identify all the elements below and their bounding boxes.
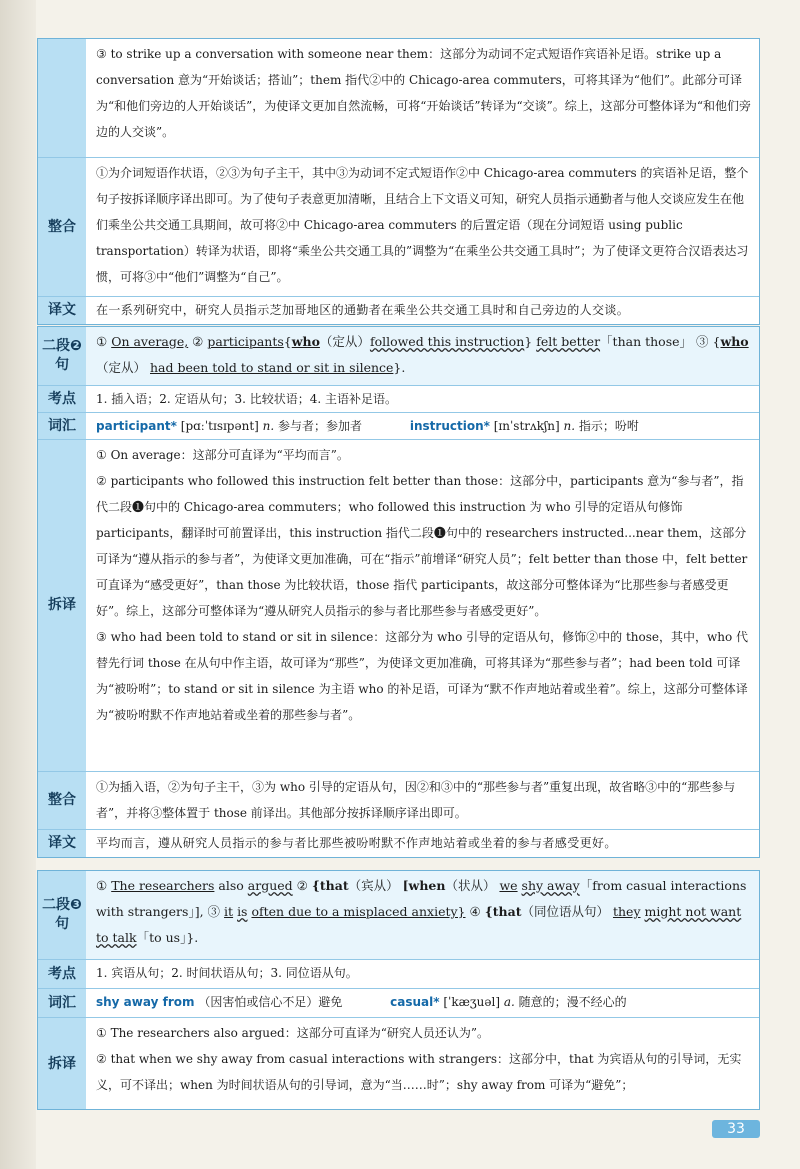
clause-number: ① xyxy=(96,334,108,349)
clause-number: ③ xyxy=(696,334,709,349)
clause-conjunction: {that xyxy=(311,878,349,893)
integrate-text: ①为介词短语作状语，②③为句子主干，其中③为动词不定式短语作②中 Chicago-area commuters 的宾语补足语，整个句子按拆译顺序译出即可。为了使句子表意更加清晰，且结合上下文语义可知，研究人员指示通勤者与他人交谈应发生在他们乘坐公共交通工具期间，故可将②中 Chicago-area commuters 的后置定语（现在分词短语 using public transportation）转译为状语，即将“乘坐公共交通工具的”调整为“在乘坐公共交通工具时”；为了使译文更符合汉语表达习惯，可将③中“他们”调整为“自己”。 xyxy=(96,166,749,284)
analysis-row xyxy=(38,1017,759,1110)
clause-predicate: had been told to stand or sit in silence xyxy=(150,360,394,375)
analysis-text xyxy=(86,1018,759,1110)
analysis-label: 拆译 xyxy=(38,440,86,771)
clause-number: ② xyxy=(192,334,204,349)
translation-text: 在一系列研究中，研究人员指示芝加哥地区的通勤者在乘坐公共交通工具时和自己旁边的人交谈。 xyxy=(96,303,630,317)
integrate-label: 整合 xyxy=(38,158,86,296)
clause-text: often due to a misplaced anxiety} xyxy=(251,904,466,919)
clause-conjunction: [when xyxy=(402,878,446,893)
sentence-block-3 xyxy=(37,870,760,1110)
analysis-paragraph: ① The researchers also argued：这部分可直译为“研究人员还认为”。 xyxy=(96,1026,490,1040)
clause-adverbial: 「from casual interactions with strangers」], xyxy=(96,878,747,919)
translation-row xyxy=(38,829,759,857)
clause-number: ① xyxy=(96,878,108,893)
vocab-label: 词汇 xyxy=(38,413,86,439)
clause-adverbial: 「than those」 xyxy=(600,334,693,349)
clause-subject: it xyxy=(224,904,234,919)
sentence-row xyxy=(38,871,759,959)
vocab-row xyxy=(38,988,759,1017)
vocab-entry: shy away from （因害怕或信心不足）避免 xyxy=(96,995,343,1009)
clause-note: （宾从） xyxy=(348,878,399,893)
clause-bracket: { xyxy=(283,334,292,349)
integrate-row xyxy=(38,157,759,296)
clause-predicate: shy away xyxy=(521,878,580,893)
analysis-label: 拆译 xyxy=(38,1018,86,1110)
sentence-text xyxy=(86,327,759,385)
page-number: 33 xyxy=(712,1120,760,1138)
integrate-label: 整合 xyxy=(38,772,86,829)
sentence-label: 二段❷句 xyxy=(38,327,86,385)
clause-predicate: is xyxy=(237,904,248,919)
clause-predicate: felt better xyxy=(536,334,601,349)
binding-edge xyxy=(0,0,36,1169)
analysis-paragraph: ② that when we shy away from casual interactions with strangers：这部分中，that 为宾语从句的引导词，无实义，可不译出；when 为时间状语从句的引导词，意为“当……时”；shy away from 可译为“避免”； xyxy=(96,1052,742,1092)
clause-subject: we xyxy=(499,878,518,893)
vocab-list xyxy=(86,989,759,1017)
kaodian-text: 1. 插入语；2. 定语从句；3. 比较状语；4. 主语补足语。 xyxy=(96,392,398,406)
analysis-paragraph: ③ who had been told to stand or sit in silence：这部分为 who 引导的定语从句，修饰②中的 those，其中，who 代替先行词 those 在从句中作主语，故可译为“那些”，为使译文更加准确，可将其译为“那些参与者”；had been told 可译为“被吩咐”；to stand or sit in silence 为主语 who 的补足语，可译为“默不作声地站着或坐着”。综上，这部分可整体译为“被吩咐默不作声地站着或坐着的那些参与者”。 xyxy=(96,630,749,722)
clause-note: （状从） xyxy=(445,878,496,893)
clause-number: ② xyxy=(296,878,308,893)
analysis-text xyxy=(86,440,759,771)
clause-bracket: } xyxy=(524,334,533,349)
kaodian-text: 1. 宾语从句；2. 时间状语从句；3. 同位语从句。 xyxy=(96,966,358,980)
clause-number: ③ xyxy=(207,904,221,919)
analysis-paragraph: ① On average：这部分可直译为“平均而言”。 xyxy=(96,448,349,462)
clause-subject: participants xyxy=(207,334,284,349)
vocab-list xyxy=(86,413,759,439)
integrate-text: ①为插入语，②为句子主干，③为 who 引导的定语从句，因②和③中的“那些参与者”重复出现，故省略③中的“那些参与者”，并将③整体置于 those 前译出。其他部分按拆译顺序译出即可。 xyxy=(96,780,736,820)
row-label-empty xyxy=(38,39,86,157)
analysis-paragraph: ② participants who followed this instruction felt better than those：这部分中，participants 意为“参与者”，指代二段❶句中的 Chicago-area commuters；who followed this instruction 为 who 引导的定语从句修饰 participants，翻译时可前置译出，this instruction 指代二段❶句中的 researchers instructed...near them，这部分可译为“遵从指示的参与者”，为使译文更加准确，可在“指示”前增译“研究人员”；felt better than those 中，felt better 可直译为“感受更好”，than those 为比较状语，those 指代 participants，故这部分可整体译为“比那些参与者感受更好”。综上，这部分可整体译为“遵从研究人员指示的参与者比那些参与者感受更好”。 xyxy=(96,474,748,618)
clause-subject: they xyxy=(612,904,641,919)
kaodian-row xyxy=(38,959,759,988)
sentence-row xyxy=(38,327,759,385)
clause-predicate: argued xyxy=(247,878,293,893)
analysis-row xyxy=(38,439,759,771)
translation-row xyxy=(38,296,759,324)
sentence-text xyxy=(86,871,759,959)
clause-bracket: { xyxy=(712,334,721,349)
vocab-row xyxy=(38,412,759,439)
clause-adverbial: 「to us」}. xyxy=(136,930,199,945)
clause-predicate: might not want to talk xyxy=(96,904,742,945)
clause-note: （定从） xyxy=(319,334,370,349)
clause-bracket: }. xyxy=(393,360,406,375)
relative-pronoun: who xyxy=(291,334,320,349)
analysis-text: ③ to strike up a conversation with someone near them：这部分为动词不定式短语作宾语补足语。strike up a conversation 意为“开始谈话；搭讪”；them 指代②中的 Chicago-area commuters，可将其译为“他们”。此部分可译为“和他们旁边的人开始谈话”，为使译文更加自然流畅，可将“开始谈话”转译为“交谈”。综上，这部分可整体译为“和他们旁边的人交谈”。 xyxy=(96,47,751,139)
relative-pronoun: who xyxy=(720,334,749,349)
kaodian-label: 考点 xyxy=(38,386,86,412)
translation-text: 平均而言，遵从研究人员指示的参与者比那些被吩咐默不作声地站着或坐着的参与者感受更好。 xyxy=(96,836,617,850)
translation-label: 译文 xyxy=(38,830,86,857)
kaodian-label: 考点 xyxy=(38,960,86,988)
vocab-entry: casual* [ˈkæʒuəl] a. 随意的；漫不经心的 xyxy=(390,995,627,1009)
vocab-entry: instruction* [ɪnˈstrʌkʃn] n. 指示；吩咐 xyxy=(409,419,639,433)
sentence-block-2 xyxy=(37,326,760,858)
section-block-continued xyxy=(37,38,760,325)
clause-note: （定从） xyxy=(96,360,147,375)
clause-text: also xyxy=(218,878,244,893)
clause-note: （同位语从句） xyxy=(521,904,609,919)
clause-predicate: followed this instruction xyxy=(369,334,525,349)
kaodian-row xyxy=(38,385,759,412)
integrate-row xyxy=(38,771,759,829)
vocab-label: 词汇 xyxy=(38,989,86,1017)
translation-label: 译文 xyxy=(38,297,86,324)
vocab-entry: participant* [pɑːˈtɪsɪpənt] n. 参与者；参加者 xyxy=(96,419,363,433)
sentence-label: 二段❸句 xyxy=(38,871,86,959)
clause-conjunction: {that xyxy=(484,904,522,919)
clause-number: ④ xyxy=(469,904,481,919)
clause-text: On average, xyxy=(111,334,189,349)
clause-subject: The researchers xyxy=(111,878,215,893)
analysis-row xyxy=(38,39,759,157)
